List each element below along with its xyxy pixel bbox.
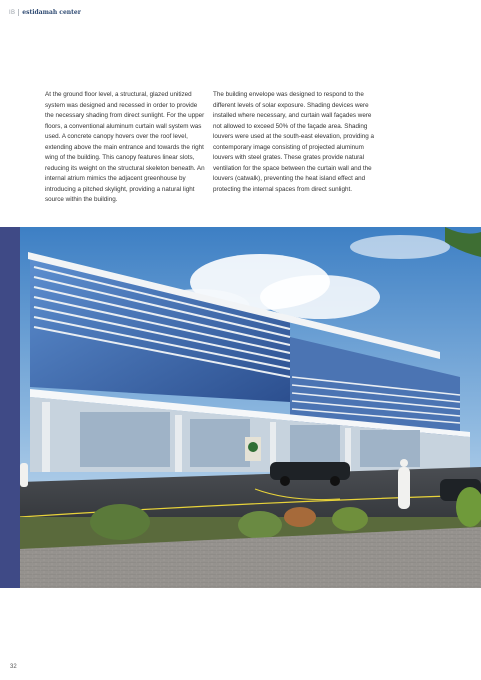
right-text-column [213, 90, 375, 195]
page-number: 32 [10, 664, 17, 670]
left-text-column [45, 90, 205, 206]
right-paragraph: The building envelope was designed to respond to the different levels of solar exposure. Shading devices were installed where necessary, and curtain wall façades were not allowed to exceed 50% of the façade area. Shading louvers were used at the south-east elevation, providing a contemporary image consisting of projected aluminum louvers with steel grates. These grates provide natural ventilation for the space between the curtain wall and the louvers (catwalk), preventing the heat island effect and protecting the internal spaces from direct sunlight. [213, 91, 375, 193]
header-title: estidamah center [22, 9, 81, 16]
building-rendering-image [0, 227, 481, 588]
blue-sidebar-bar [0, 227, 20, 588]
header-divider [18, 9, 19, 16]
left-paragraph: At the ground floor level, a structural, glazed unitized system was designed and recessed in order to provide the necessary shading from direct sunlight. For the upper floors, a conventional aluminum curtain wall system was used. A concrete canopy hovers over the roof level, extending above the main entrance and towards the right wing of the building. This canopy features linear slots, reducing its weight on the structural skeleton beneath. An internal atrium mimics the adjacent greenhouse by introducing a pitched skylight, providing a natural light source within the building. [45, 91, 205, 203]
header-logo: IB [9, 9, 16, 16]
page-header [9, 9, 81, 16]
